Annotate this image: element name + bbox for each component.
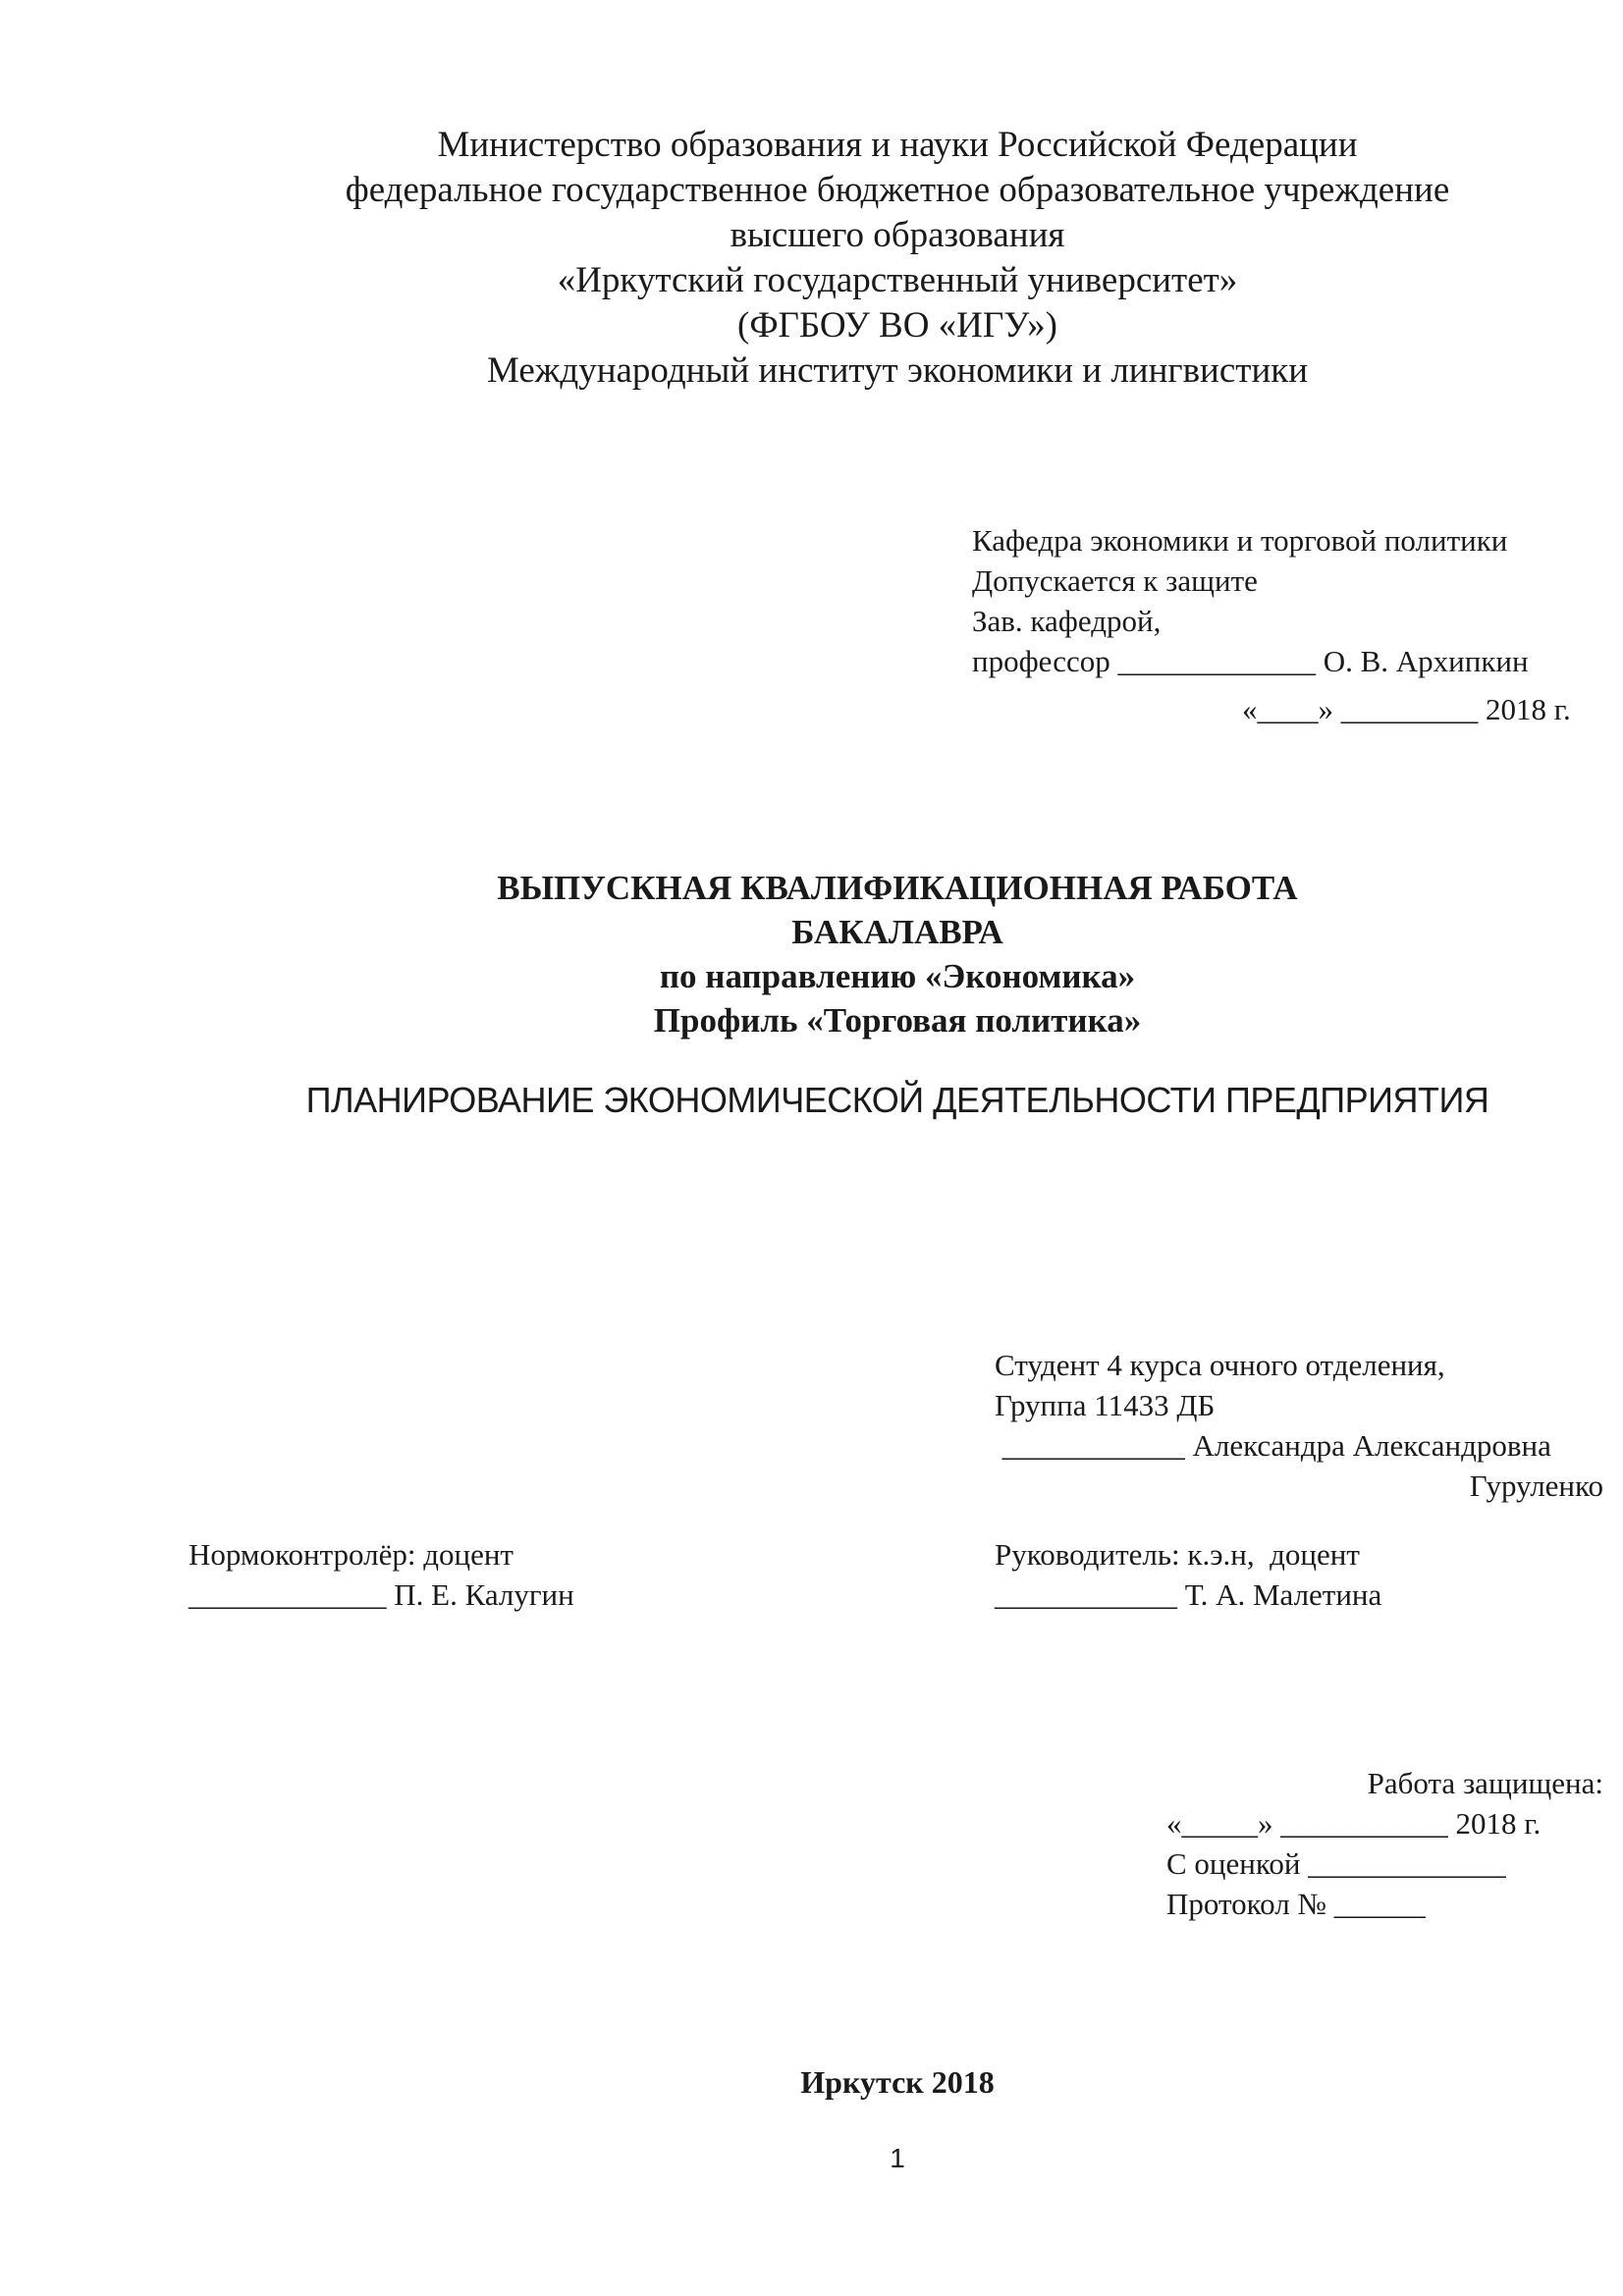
profile-line: Профиль «Торговая политика» (653, 1001, 1142, 1040)
grade-line: С оценкой _____________ (1166, 1846, 1506, 1881)
supervisor-sign: ____________ Т. А. Малетина (995, 1577, 1382, 1612)
professor-sign-line: профессор _____________ О. В. Архипкин (972, 644, 1529, 678)
defense-date-line: «_____» ___________ 2018 г. (1166, 1806, 1542, 1841)
defense-block (1166, 1763, 1603, 1924)
defended-label: Работа защищена: (1367, 1766, 1603, 1800)
normocontroller-sign: _____________ П. Е. Калугин (189, 1577, 574, 1612)
normocontroller-block (189, 1534, 574, 1615)
student-name-line: ____________ Александра Александровна (995, 1428, 1551, 1463)
admitted-line: Допускается к защите (972, 563, 1258, 598)
page-number: 1 (890, 2143, 905, 2173)
normocontroller-role: Нормоконтролёр: доцент (189, 1537, 514, 1572)
university-name-line: «Иркутский государственный университет» (557, 260, 1238, 300)
supervisor-block (995, 1534, 1381, 1615)
ministry-line: Министерство образования и науки Российской Федерации (437, 125, 1358, 165)
work-subject: ПЛАНИРОВАНИЕ ЭКОНОМИЧЕСКОЙ ДЕЯТЕЛЬНОСТИ ПРЕДПРИЯТИЯ (305, 1080, 1489, 1120)
education-level-line: высшего образования (730, 215, 1065, 255)
approval-block (972, 520, 1600, 726)
university-abbr-line: (ФГБОУ ВО «ИГУ») (737, 305, 1057, 346)
work-title (0, 866, 1623, 1042)
student-group-line: Группа 11433 ДБ (995, 1388, 1216, 1422)
approval-date-line: «____» _________ 2018 г. (1242, 692, 1571, 726)
degree-line: БАКАЛАВРА (791, 913, 1003, 951)
supervisor-role: Руководитель: к.э.н, доцент (995, 1537, 1360, 1572)
protocol-line: Протокол № ______ (1166, 1887, 1426, 1921)
student-surname-line: Гуруленко (1469, 1468, 1603, 1503)
institution-header (0, 123, 1623, 394)
city-year: Иркутск 2018 (800, 2064, 995, 2100)
student-course-line: Студент 4 курса очного отделения, (995, 1348, 1445, 1382)
head-line: Зав. кафедрой, (972, 604, 1162, 638)
institution-type-line: федеральное государственное бюджетное образовательное учреждение (345, 170, 1450, 210)
direction-line: по направлению «Экономика» (659, 957, 1136, 995)
department-line: Кафедра экономики и торговой политики (972, 523, 1508, 558)
work-type-line: ВЫПУСКНАЯ КВАЛИФИКАЦИОННАЯ РАБОТА (497, 869, 1298, 907)
institute-line: Международный институт экономики и лингвистики (486, 350, 1309, 391)
student-block (995, 1345, 1603, 1506)
